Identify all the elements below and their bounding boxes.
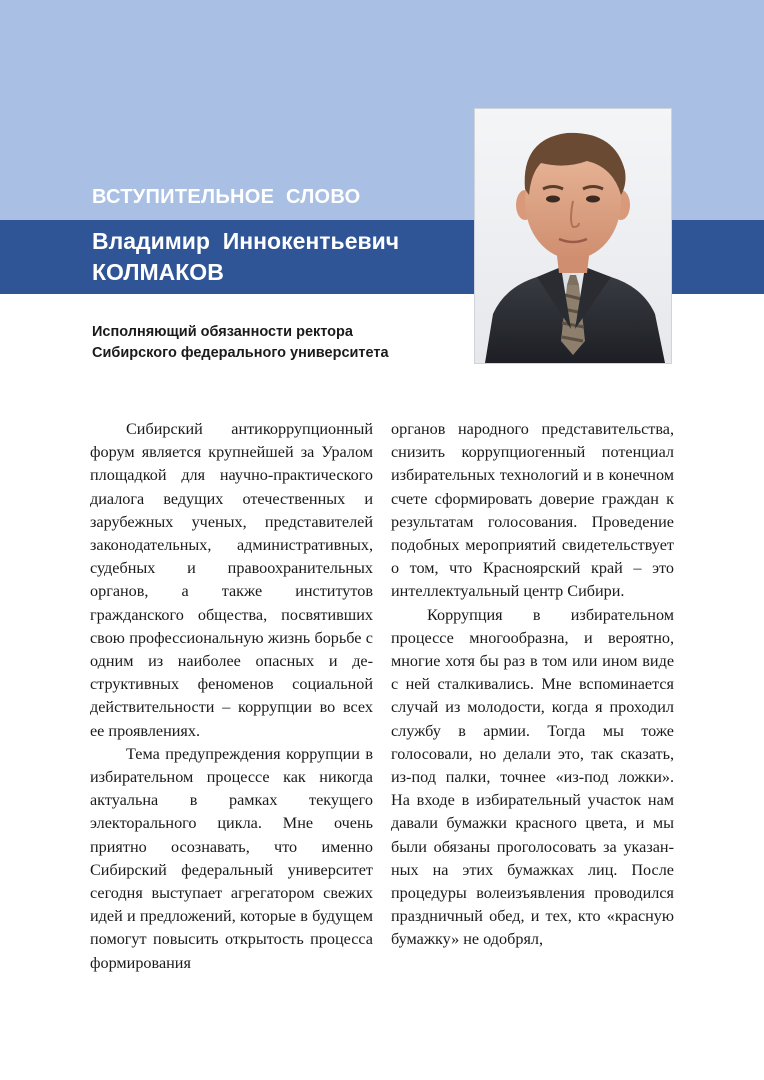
paragraph: органов народного представительства, снизить коррупциогенный потенциал избирательных технологий и в конечном счете сформировать доверие граждан к результатам голосования. Проведение подобных мероприятий свидетельствует о том, что Красноярский край – это интеллектуальный центр Сибири. <box>391 420 674 601</box>
portrait-illustration <box>475 109 671 363</box>
article-column-right <box>391 418 674 952</box>
article-column-left <box>90 418 373 975</box>
section-label: ВСТУПИТЕЛЬНОЕ СЛОВО <box>92 186 361 208</box>
author-portrait-photo <box>475 109 671 363</box>
author-first-name: Владимир Иннокентьевич <box>92 228 400 254</box>
paragraph: Коррупция в избирательном процессе многообразна, и вероятно, многие хотя бы раз в том или ином виде с ней сталкивались. Мне вспоминается случай из молодости, когда я проходил службу в армии. Тогда мы тоже голосовали, но делали это, так сказать, из-под палки, точнее «из-под ложки». На входе в избирательный участок нам давали бумажки красного цвета, и мы были обязаны проголосовать за указанных на этих бумажках лиц. После процедуры волеизъявления проводился праздничный обед, и тех, кто «красную бумажку» не одобрял, <box>391 605 674 949</box>
author-last-name: КОЛМАКОВ <box>92 259 224 285</box>
paragraph: Тема предупреждения коррупции в избирательном процессе как никогда актуальна в рамках текущего электорального цикла. Мне очень приятно осознавать, что именно Сибирский федеральный университет сегодня выступает агрегатором свежих идей и предложений, которые в будущем помогут повысить открытость процесса формирования <box>90 744 373 972</box>
paragraph: Сибирский антикоррупционный форум является крупнейшей за Уралом площадкой для научно-практического диалога ведущих отечественных и зарубежных ученых, представителей законодательных, административных, судебных и правоохранительных органов, а также институтов гражданского общества, посвятивших свою профессиональную жизнь борьбе с одним из наиболее опасных и деструктивных феноменов социальной действительности – коррупции во всех ее проявлениях. <box>90 420 373 740</box>
author-position-line1: Исполняющий обязанности ректора <box>92 324 353 340</box>
author-position <box>92 322 462 364</box>
author-position-line2: Сибирского федерального университета <box>92 345 389 361</box>
